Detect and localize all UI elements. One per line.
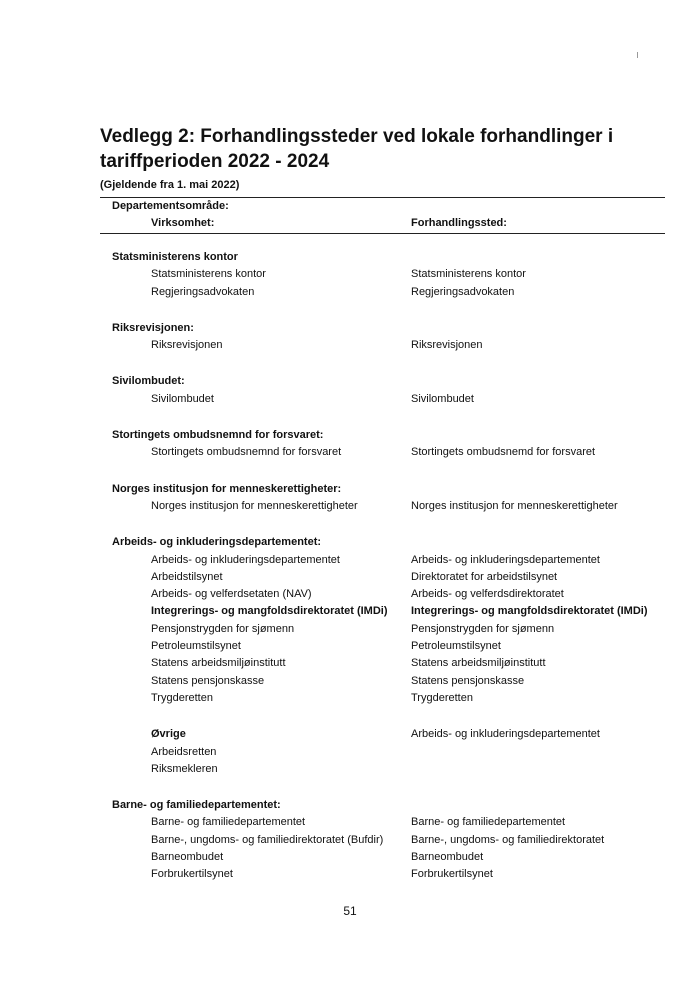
department-name: Norges institusjon for menneskerettigheter: [112,482,342,495]
agency-name: Statens pensjonskasse [151,674,265,687]
negotiation-table-body [0,250,700,904]
negotiation-place: Petroleumstilsynet [411,640,501,653]
agency-name: Integrerings- og mangfoldsdirektoratet (IMDi) [151,605,388,618]
department-heading-row [0,482,700,499]
header-bottom-rule [100,233,665,234]
negotiation-place: Sivilombudet [411,392,474,405]
table-row [0,727,700,744]
negotiation-place: Arbeids- og inkluderingsdepartementet [411,553,600,566]
negotiation-place: Statens pensjonskasse [411,674,525,687]
agency-name: Norges institusjon for menneskerettigheter [151,499,358,512]
department-heading-row [0,374,700,391]
table-row [0,850,700,867]
page-title: Vedlegg 2: Forhandlingssteder ved lokale forhandlinger i tariffperioden 2022 - 2024 [100,126,614,172]
negotiation-place: Statsministerens kontor [411,268,526,281]
table-row [0,833,700,850]
department-heading-row [0,250,700,267]
agency-name: Regjeringsadvokaten [151,285,255,298]
table-row [0,762,700,779]
agency-group [0,727,700,779]
table-row [0,587,700,604]
scan-mark [637,52,638,58]
negotiation-place: Trygderetten [411,691,473,704]
department-section [0,374,700,409]
agency-name: Arbeidstilsynet [151,570,223,583]
table-row [0,639,700,656]
negotiation-place: Norges institusjon for menneskerettigheter [411,499,618,512]
agency-name: Petroleumstilsynet [151,640,241,653]
agency-name: Pensjonstrygden for sjømenn [151,622,295,635]
agency-name: Arbeids- og velferdsetaten (NAV) [151,588,312,601]
department-heading-row [0,535,700,552]
department-section [0,428,700,463]
negotiation-place: Arbeids- og inkluderingsdepartementet [411,728,600,741]
table-row [0,691,700,708]
negotiation-place: Regjeringsadvokaten [411,285,515,298]
agency-name: Riksrevisjonen [151,339,223,352]
negotiation-place: Barneombudet [411,851,484,864]
header-top-rule [100,197,665,198]
agency-name: Barneombudet [151,851,224,864]
table-row [0,392,700,409]
table-row [0,656,700,673]
table-row [0,867,700,884]
agency-name: Arbeids- og inkluderingsdepartementet [151,553,340,566]
header-department-area: Departementsområde: [112,200,229,212]
department-name: Sivilombudet: [112,375,185,388]
department-section [0,250,700,302]
table-row [0,622,700,639]
negotiation-place: Riksrevisjonen [411,339,483,352]
agency-name: Forbrukertilsynet [151,868,233,881]
agency-name: Sivilombudet [151,392,214,405]
negotiation-place: Direktoratet for arbeidstilsynet [411,570,558,583]
table-row [0,570,700,587]
agency-name: Statens arbeidsmiljøinstitutt [151,657,286,670]
table-row [0,604,700,621]
department-heading-row [0,428,700,445]
table-row [0,745,700,762]
table-row [0,285,700,302]
department-name: Barne- og familiedepartementet: [112,799,281,812]
department-section [0,321,700,356]
negotiation-place: Statens arbeidsmiljøinstitutt [411,657,546,670]
agency-name: Stortingets ombudsnemnd for forsvaret [151,446,342,459]
negotiation-place: Forbrukertilsynet [411,868,493,881]
agency-name: Barne-, ungdoms- og familiedirektoratet (Bufdir) [151,833,384,846]
department-name: Stortingets ombudsnemnd for forsvaret: [112,429,324,442]
department-name: Arbeids- og inkluderingsdepartementet: [112,536,322,549]
table-row [0,815,700,832]
table-row [0,267,700,284]
agency-name: Barne- og familiedepartementet [151,816,306,829]
table-row [0,338,700,355]
negotiation-place: Pensjonstrygden for sjømenn [411,622,555,635]
department-heading-row [0,321,700,338]
validity-note: (Gjeldende fra 1. mai 2022) [100,179,240,191]
negotiation-place: Stortingets ombudsnemd for forsvaret [411,446,596,459]
negotiation-place: Barne- og familiedepartementet [411,816,566,829]
page-number: 51 [343,904,357,918]
table-row [0,499,700,516]
negotiation-place: Arbeids- og velferdsdirektoratet [411,588,564,601]
agency-name: Riksmekleren [151,762,218,775]
agency-name: Arbeidsretten [151,745,217,758]
department-heading-row [0,798,700,815]
department-name: Riksrevisjonen: [112,321,194,334]
department-name: Statsministerens kontor [112,251,238,263]
table-row [0,553,700,570]
agency-name: Statsministerens kontor [151,268,266,281]
header-negotiation-place: Forhandlingssted: [411,217,507,229]
table-row [0,445,700,462]
negotiation-place: Integrerings- og mangfoldsdirektoratet (IMDi) [411,605,648,618]
agency-name: Trygderetten [151,691,213,704]
agency-name: Øvrige [151,728,186,741]
department-section [0,535,700,779]
negotiation-place: Barne-, ungdoms- og familiedirektoratet [411,833,605,846]
department-section [0,798,700,884]
table-row [0,674,700,691]
header-agency: Virksomhet: [151,217,215,229]
department-section [0,482,700,517]
